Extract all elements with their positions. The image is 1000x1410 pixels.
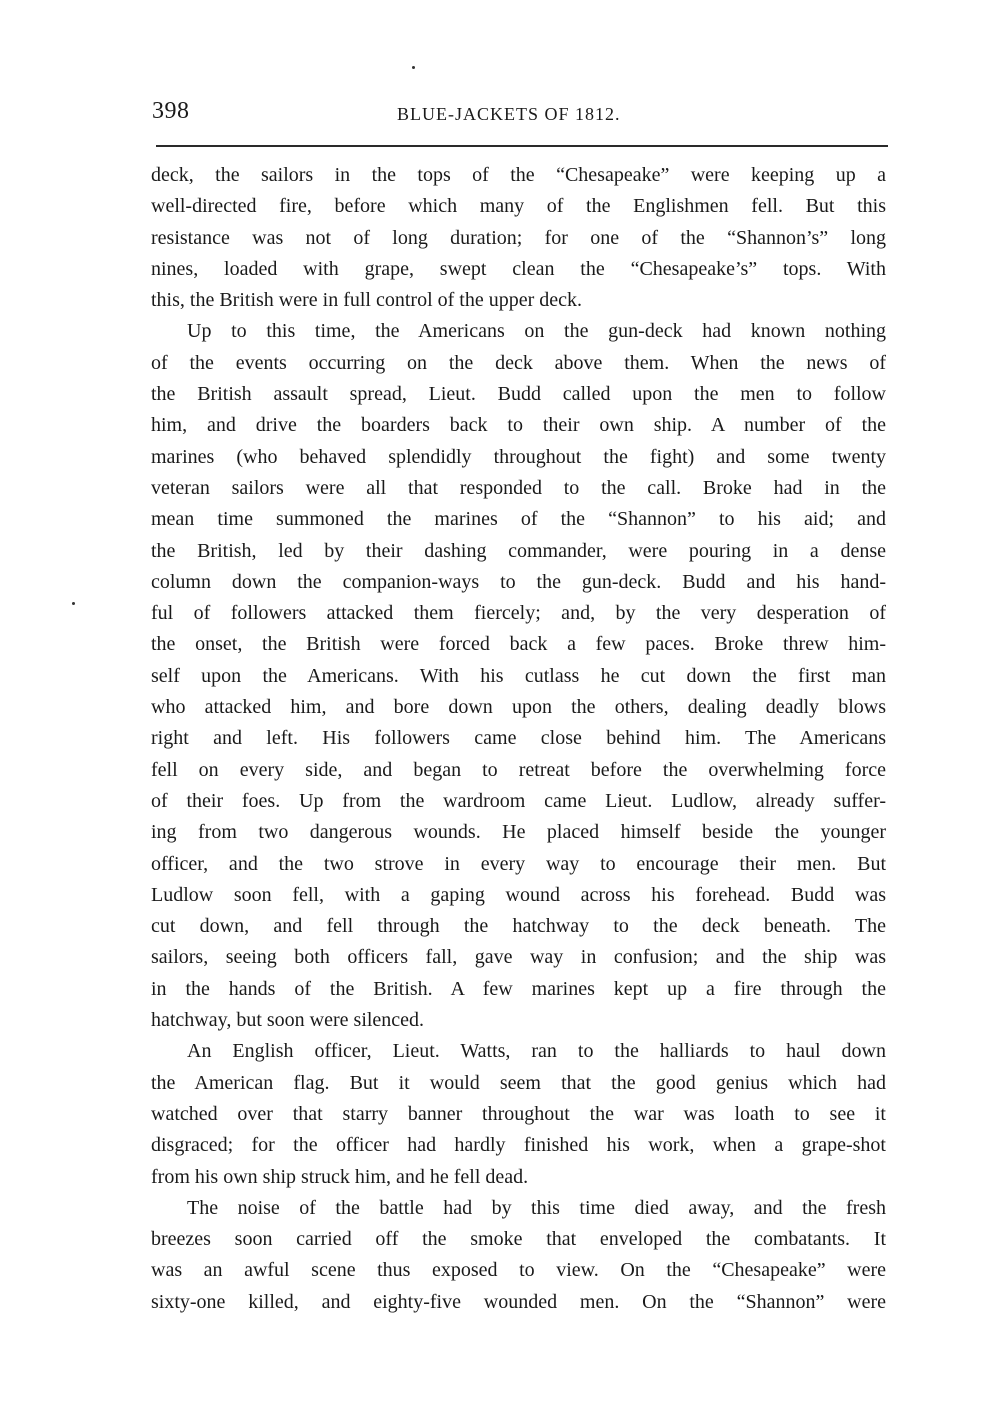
body-text bbox=[151, 160, 886, 1318]
text-line: sixty-one killed, and eighty-five wounded men. On the “Shannon” were bbox=[151, 1290, 886, 1313]
text-line: mean time summoned the marines of the “Shannon” to his aid; and bbox=[151, 508, 886, 531]
text-line: well-directed fire, before which many of the Englishmen fell. But this bbox=[151, 195, 886, 218]
text-line: veteran sailors were all that responded to the call. Broke had in the bbox=[151, 476, 886, 499]
text-line: from his own ship struck him, and he fell dead. bbox=[151, 1165, 529, 1188]
text-line: An English officer, Lieut. Watts, ran to the halliards to haul down bbox=[187, 1040, 886, 1063]
text-line: him, and drive the boarders back to their own ship. A number of the bbox=[151, 414, 886, 437]
text-line: nines, loaded with grape, swept clean the “Chesapeake’s” tops. With bbox=[151, 257, 886, 280]
text-line: watched over that starry banner throughout the war was loath to see it bbox=[151, 1102, 886, 1125]
text-line: ing from two dangerous wounds. He placed himself beside the younger bbox=[151, 821, 886, 844]
text-line: was an awful scene thus exposed to view. On the “Chesapeake” were bbox=[151, 1259, 886, 1282]
text-line: the British, led by their dashing commander, were pouring in a dense bbox=[151, 539, 886, 562]
page-header bbox=[152, 98, 888, 132]
text-line: the British assault spread, Lieut. Budd called upon the men to follow bbox=[151, 383, 886, 406]
text-line: right and left. His followers came close behind him. The Americans bbox=[151, 727, 886, 750]
text-line: who attacked him, and bore down upon the others, dealing deadly blows bbox=[151, 696, 886, 719]
text-line: this, the British were in full control of the upper deck. bbox=[151, 289, 583, 312]
text-line: self upon the Americans. With his cutlass he cut down the first man bbox=[151, 664, 886, 687]
print-speck bbox=[412, 66, 415, 69]
text-line: the American flag. But it would seem that the good genius which had bbox=[151, 1071, 886, 1094]
text-line: disgraced; for the officer had hardly finished his work, when a grape-shot bbox=[151, 1134, 886, 1157]
page-number: 398 bbox=[152, 98, 190, 124]
text-line: of their foes. Up from the wardroom came Lieut. Ludlow, already suffer- bbox=[151, 789, 886, 812]
print-speck bbox=[72, 602, 75, 605]
text-line: The noise of the battle had by this time died away, and the fresh bbox=[187, 1196, 886, 1219]
running-title: BLUE-JACKETS OF 1812. bbox=[397, 104, 621, 124]
text-line: the onset, the British were forced back a few paces. Broke threw him- bbox=[151, 633, 886, 656]
text-line: Up to this time, the Americans on the gun-deck had known nothing bbox=[187, 320, 886, 343]
paragraph bbox=[151, 1036, 886, 1192]
text-line: fell on every side, and began to retreat before the overwhelming force bbox=[151, 758, 886, 781]
text-line: officer, and the two strove in every way to encourage their men. But bbox=[151, 852, 886, 875]
header-rule bbox=[156, 145, 888, 147]
text-line: Ludlow soon fell, with a gaping wound across his forehead. Budd was bbox=[151, 883, 886, 906]
text-line: in the hands of the British. A few marines kept up a fire through the bbox=[151, 977, 886, 1000]
text-line: hatchway, but soon were silenced. bbox=[151, 1009, 425, 1032]
text-line: of the events occurring on the deck above them. When the news of bbox=[151, 351, 886, 374]
text-line: deck, the sailors in the tops of the “Chesapeake” were keeping up a bbox=[151, 164, 886, 186]
text-line: breezes soon carried off the smoke that enveloped the combatants. It bbox=[151, 1228, 886, 1251]
text-line: ful of followers attacked them fiercely; and, by the very desperation of bbox=[151, 602, 886, 625]
text-line: sailors, seeing both officers fall, gave way in confusion; and the ship was bbox=[151, 946, 886, 969]
text-line: marines (who behaved splendidly throughout the fight) and some twenty bbox=[151, 445, 886, 468]
paragraph bbox=[151, 160, 886, 316]
text-line: column down the companion-ways to the gun-deck. Budd and his hand- bbox=[151, 570, 886, 593]
text-line: cut down, and fell through the hatchway to the deck beneath. The bbox=[151, 915, 886, 938]
paragraph bbox=[151, 316, 886, 1036]
text-line: resistance was not of long duration; for one of the “Shannon’s” long bbox=[151, 226, 886, 249]
paragraph bbox=[151, 1193, 886, 1318]
